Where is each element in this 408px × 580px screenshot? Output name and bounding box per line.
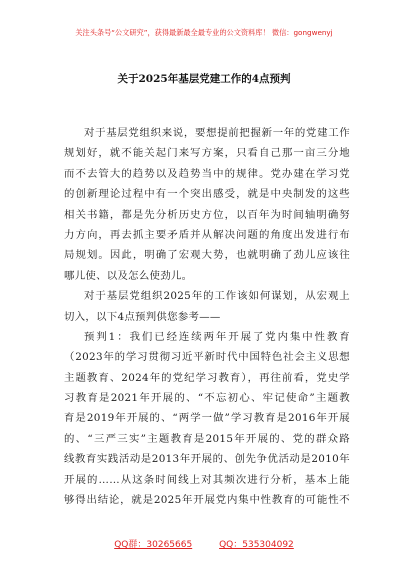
paragraph-line: 预判1：我们已经连续两年开展了党内集中性教育 bbox=[84, 330, 350, 343]
paragraph-line: 线教育实践活动是2013年开展的、创先争优活动是2010年 bbox=[64, 453, 350, 466]
footer-qq-group: QQ群：30265665 bbox=[114, 540, 193, 550]
paragraph-line: 的、“三严三实”主题教育是2015年开展的、党的群众路 bbox=[64, 432, 350, 445]
paragraph-line: 育是2019年开展的、“两学一做”学习教育是2016年开展 bbox=[64, 412, 350, 425]
paragraph-line: 够得出结论，就是2025年开展党内集中性教育的可能性不 bbox=[64, 494, 350, 507]
footer-qq-number: QQ：535304092 bbox=[219, 540, 294, 550]
document-title: 关于2025年基层党建工作的4点预判 bbox=[117, 73, 291, 85]
paragraph-line: 对于基层党组织2025年的工作该如何谋划，从宏观上 bbox=[84, 290, 350, 303]
paragraph-line: 哪儿使、以及怎么使劲儿。 bbox=[64, 269, 193, 282]
paragraph-line: 局规划。因此，明确了宏观大势，也就明确了劲儿应该往 bbox=[64, 249, 350, 262]
paragraph-line: （2023年的学习贯彻习近平新时代中国特色社会主义思想 bbox=[64, 351, 350, 364]
paragraph-line: 而不去管大的趋势以及趋势当中的规律。党办建在学习党 bbox=[64, 167, 350, 180]
paragraph-line: 主题教育、2024年的党纪学习教育），再往前看，党史学 bbox=[64, 371, 350, 384]
paragraph-line: 开展的……从这条时间线上对其频次进行分析，基本上能 bbox=[64, 473, 350, 486]
header-banner: 关注头条号“公文研究”，获得最新最全最专业的公文资料库！ 微信：gongwenyj bbox=[75, 28, 333, 37]
paragraph-line: 的创新理论过程中有一个突出感受，就是中央制发的这些 bbox=[64, 188, 350, 201]
paragraph-line: 相关书籍，都是先分析历史方位，以百年为时间轴明确努 bbox=[64, 208, 350, 221]
paragraph-line: 习教育是2021年开展的、“不忘初心、牢记使命”主题教 bbox=[64, 392, 350, 405]
paragraph-line: 切入，以下4点预判供您参考—— bbox=[64, 310, 221, 323]
paragraph-line: 对于基层党组织来说，要想提前把握新一年的党建工作 bbox=[84, 127, 350, 139]
paragraph-line: 规划好，就不能关起门来写方案，只看自己那一亩三分地 bbox=[64, 147, 350, 160]
document-body bbox=[64, 123, 350, 510]
footer-contact bbox=[0, 537, 408, 550]
paragraph-line: 力方向，再去抓主要矛盾并从解决问题的角度出发进行布 bbox=[64, 228, 350, 241]
